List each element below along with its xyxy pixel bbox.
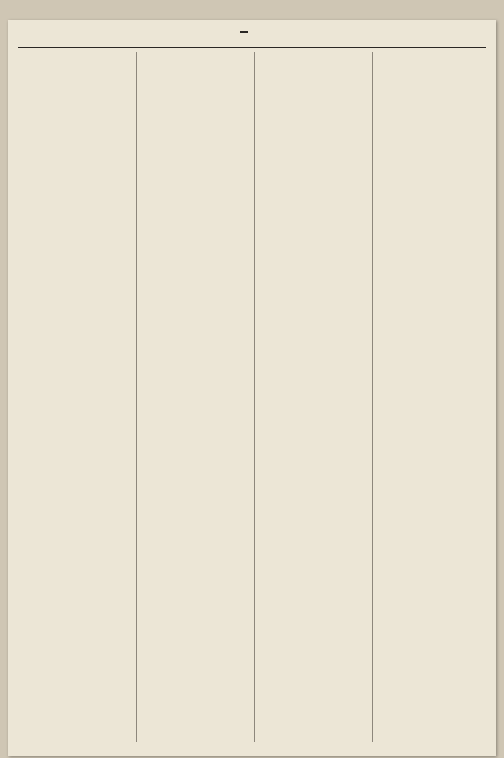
column-1: [18, 52, 130, 742]
column-4: [372, 52, 484, 742]
page-header: [18, 30, 486, 48]
newspaper-page: [8, 20, 496, 756]
column-3: [254, 52, 366, 742]
classified-columns: [18, 52, 486, 742]
column-2: [136, 52, 248, 742]
page-number: [240, 31, 248, 33]
